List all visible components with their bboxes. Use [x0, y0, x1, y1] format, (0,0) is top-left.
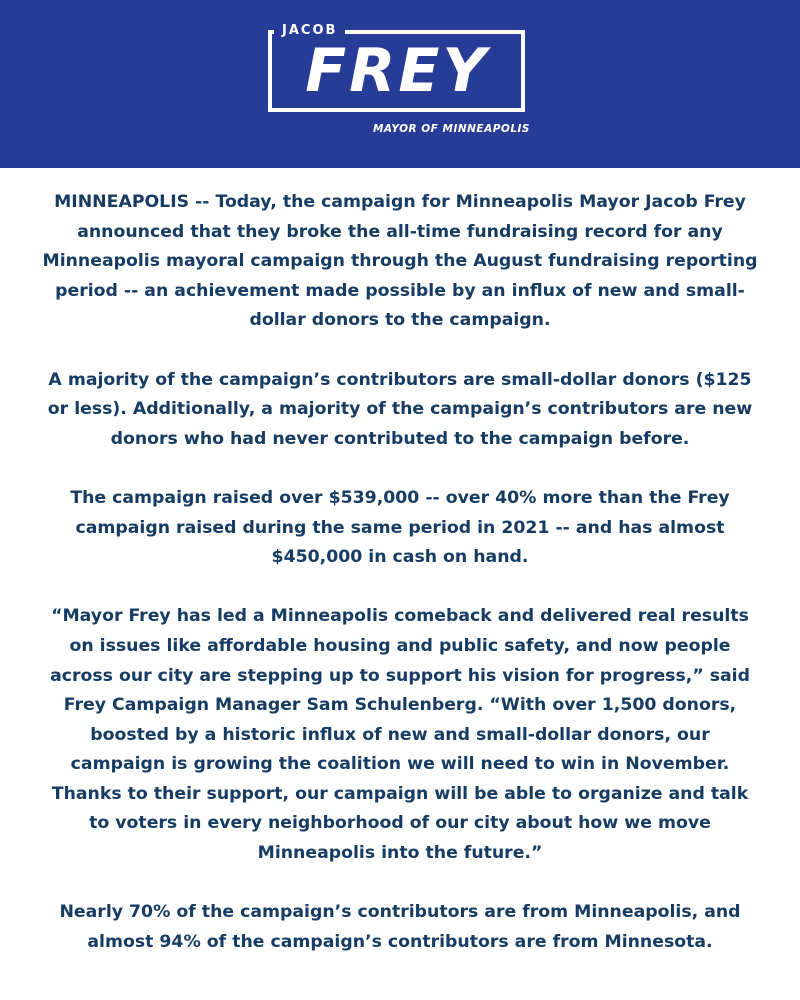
paragraph-announcement: MINNEAPOLIS -- Today, the campaign for Minneapolis Mayor Jacob Frey announced that they broke the all-time fundraising record for any Minneapolis mayoral campaign through the August fundraising reporting period -- an achievement made possible by an influx of new and small-dollar donors to the campaign. [42, 192, 758, 331]
paragraph-quote: “Mayor Frey has led a Minneapolis comeback and delivered real results on issues like affordable housing and public safety, and now people across our city are stepping up to support his vision for progress,” said Frey Campaign Manager Sam Schulenberg. “With over 1,500 donors, boosted by a historic influx of new and small-dollar donors, our campaign is growing the coalition we will need to win in November. Thanks to their support, our campaign will be able to organize and talk to voters in every neighborhood of our city about how we move Minneapolis into the future.” [50, 606, 750, 864]
header-banner [0, 0, 800, 168]
logo-first-name: JACOB [274, 22, 345, 40]
paragraph-amount-raised: The campaign raised over $539,000 -- over 40% more than the Frey campaign raised during the same period in 2021 -- and has almost $450,000 in cash on hand. [70, 487, 730, 568]
logo-subtitle: MAYOR OF MINNEAPOLIS [372, 123, 530, 135]
paragraph-contributor-geography: Nearly 70% of the campaign’s contributors are from Minneapolis, and almost 94% of the campaign’s contributors are from Minnesota. [59, 902, 741, 952]
paragraph-small-dollar-donors: A majority of the campaign’s contributors are small-dollar donors ($125 or less). Additionally, a majority of the campaign’s contributors are new donors who had never contributed to the campaign before. [47, 369, 753, 449]
press-release-body [40, 188, 760, 957]
logo-last-name: FREY [305, 36, 489, 106]
